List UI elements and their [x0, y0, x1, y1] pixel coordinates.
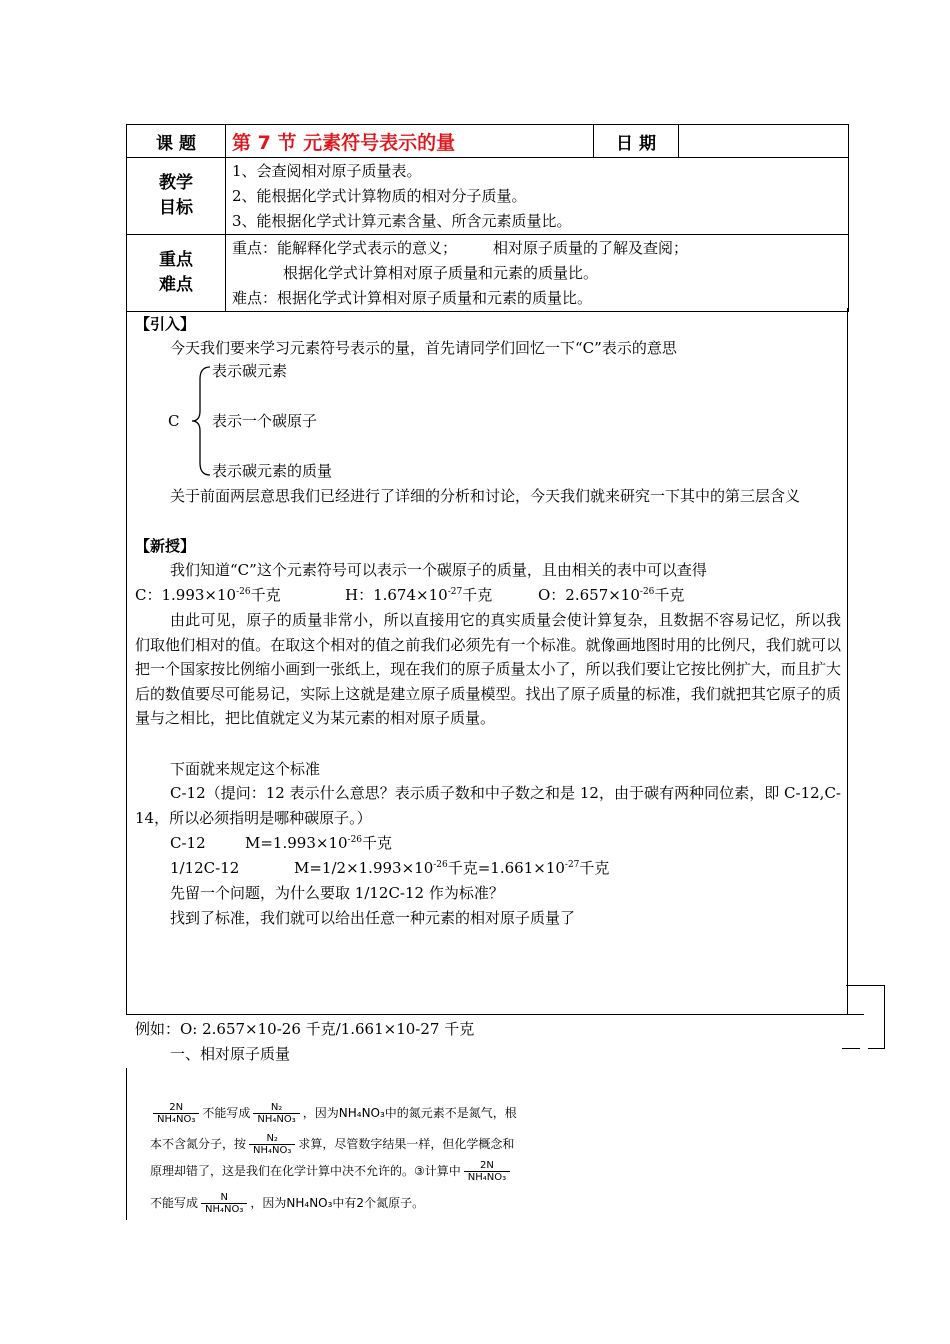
mass-hydrogen	[345, 583, 492, 608]
note-line-1	[150, 1102, 517, 1125]
new-lesson-p3: 下面就来规定这个标准	[170, 760, 321, 778]
note-text: 本不含氮分子，按	[150, 1137, 247, 1151]
key-point-1: 重点：能解释化学式表示的意义；	[232, 239, 458, 257]
objective-item: 2、能根据化学式计算物质的相对分子质量。	[232, 187, 527, 205]
intro-line-1: 今天我们要来学习元素符号表示的量，首先请同学们回忆一下“C”表示的意思	[170, 339, 677, 357]
element-symbol: C	[168, 412, 180, 430]
c12th-mass-unit: 千克	[579, 859, 610, 877]
note-text: 原理却错了，这是我们在化学计算中决不允许的。③计算中	[150, 1164, 461, 1178]
mass-carbon-unit: 千克	[250, 586, 281, 604]
note-line-2	[150, 1133, 514, 1156]
fraction-n-nh4no3: $\frac{N}{\text{NH₄NO₃}}$	[201, 1192, 247, 1215]
c12th-label: 1/12C-12	[170, 859, 240, 877]
frame-bottom-border	[126, 1014, 864, 1015]
objective-item: 1、会查阅相对原子质量表。	[232, 162, 422, 180]
intro-heading: 【引入】	[135, 315, 196, 333]
mass-oxygen-unit: 千克	[654, 586, 685, 604]
frame-left-border-lower	[126, 1068, 127, 1220]
c12-mass-unit: 千克	[362, 834, 393, 852]
c12-mass-value: M=1.993×10	[245, 834, 348, 852]
mass-carbon-value: C：1.993×10	[135, 586, 237, 604]
objectives-label-line2: 目标	[159, 198, 193, 218]
key-points-label	[127, 235, 226, 312]
difficulty-point: 难点：根据化学式计算相对原子质量和元素的质量比。	[232, 289, 593, 307]
corner-mark	[846, 985, 885, 986]
question-1: 先留一个问题，为什么要取 1/12C-12 作为标准？	[170, 884, 504, 902]
topic-label: 课 题	[127, 125, 226, 158]
section-title: 一、相对原子质量	[170, 1045, 291, 1063]
c12th-mass	[294, 856, 609, 881]
new-lesson-p4: C-12（提问：12 表示什么意思？表示质子数和中子数之和是 12，由于碳有两种同位素，即 C-12,C-14，所以必须指明是哪种碳原子。）	[135, 784, 841, 827]
meaning-mass: 表示碳元素的质量	[212, 462, 333, 480]
c12-mass-exp: -26	[347, 835, 363, 845]
lesson-header-table	[126, 124, 849, 312]
objectives-label	[127, 158, 226, 235]
mass-hydrogen-value: H：1.674×10	[345, 586, 448, 604]
new-lesson-p1: 我们知道“C”这个元素符号可以表示一个碳原子的质量，且由相关的表中可以查得	[170, 561, 707, 579]
example-line: 例如：O: 2.657×10-26 千克/1.661×10-27 千克	[135, 1020, 475, 1038]
mass-oxygen	[538, 583, 684, 608]
fraction-2n-nh4no3: $\frac{2N}{\text{NH₄NO₃}}$	[153, 1102, 199, 1125]
meaning-atom: 表示一个碳原子	[212, 412, 318, 430]
key-point-1b: 相对原子质量的了解及查阅；	[493, 239, 689, 257]
meaning-element: 表示碳元素	[212, 362, 288, 380]
frame-left-border	[126, 308, 127, 1014]
fraction-2n-nh4no3: $\frac{2N}{\text{NH₄NO₃}}$	[464, 1160, 510, 1183]
note-text: ，因为NH₄NO₃中的氮元素不是氮气，根	[302, 1106, 517, 1120]
note-line-4	[150, 1192, 424, 1215]
c12th-mass-exp2: -27	[564, 860, 580, 870]
note-text: 不能写成	[202, 1106, 251, 1120]
mass-oxygen-exp: -26	[639, 587, 655, 597]
question-2: 找到了标准，我们就可以给出任意一种元素的相对原子质量了	[170, 909, 576, 927]
date-label: 日 期	[594, 125, 679, 158]
c12th-mass-value: M=1/2×1.993×10	[294, 859, 434, 877]
note-line-3	[150, 1160, 513, 1183]
corner-mark	[842, 1048, 860, 1049]
objectives-list	[226, 158, 849, 235]
mass-carbon	[135, 583, 281, 608]
c12th-mass-mid: 千克=1.661×10	[447, 859, 565, 877]
c12th-mass-exp: -26	[433, 860, 448, 870]
new-lesson-heading: 【新授】	[135, 537, 196, 555]
note-text: ，因为NH₄NO₃中有2个氮原子。	[250, 1196, 425, 1210]
frame-right-border	[847, 308, 848, 1014]
c12-mass	[245, 831, 392, 856]
note-text: 不能写成	[150, 1196, 199, 1210]
key-point-line	[232, 236, 848, 261]
mass-carbon-exp: -26	[236, 587, 251, 597]
new-lesson-p2: 由此可见，原子的质量非常小，所以直接用它的真实质量会使计算复杂，且数据不容易记忆，所以我们取他们相对的值。在取这个相对的值之前我们必须先有一个标准。就像画地图时用的比例尺，我们就可以把一个国家按比例缩小画到一张纸上，现在我们的原子质量太小了，所以我们要让它按比例扩大，而且扩大后的数值要尽可能易记，实际上这就是建立原子质量模型。找出了原子质量的标准，我们就把其它原子的质量与之相比，把比值就定义为某元素的相对原子质量。	[135, 611, 841, 728]
mass-hydrogen-exp: -27	[447, 587, 463, 597]
intro-line-2: 关于前面两层意思我们已经进行了详细的分析和讨论，今天我们就来研究一下其中的第三层含义	[170, 487, 801, 505]
fraction-n2-nh4no3: $\frac{\text{N₂}}{\text{NH₄NO₃}}$	[253, 1102, 299, 1125]
key-point-2: 根据化学式计算相对原子质量和元素的质量比。	[283, 264, 599, 282]
note-text: 求算，尽管数字结果一样，但化学概念和	[298, 1137, 515, 1151]
date-value	[679, 125, 849, 158]
mass-oxygen-value: O：2.657×10	[538, 586, 640, 604]
objectives-label-line1: 教学	[159, 173, 193, 193]
mass-hydrogen-unit: 千克	[462, 586, 493, 604]
key-points-label-line2: 难点	[159, 275, 193, 295]
key-points-list	[226, 235, 849, 312]
left-brace-icon	[190, 365, 212, 477]
lesson-title: 第 7 节 元素符号表示的量	[226, 125, 594, 158]
corner-mark	[868, 1048, 885, 1049]
objective-item: 3、能根据化学式计算元素含量、所含元素质量比。	[232, 212, 572, 230]
c12-label: C-12	[170, 834, 206, 852]
corner-mark	[884, 985, 885, 1049]
fraction-n2-nh4no3: $\frac{\text{N₂}}{\text{NH₄NO₃}}$	[249, 1133, 295, 1156]
key-points-label-line1: 重点	[159, 250, 193, 270]
